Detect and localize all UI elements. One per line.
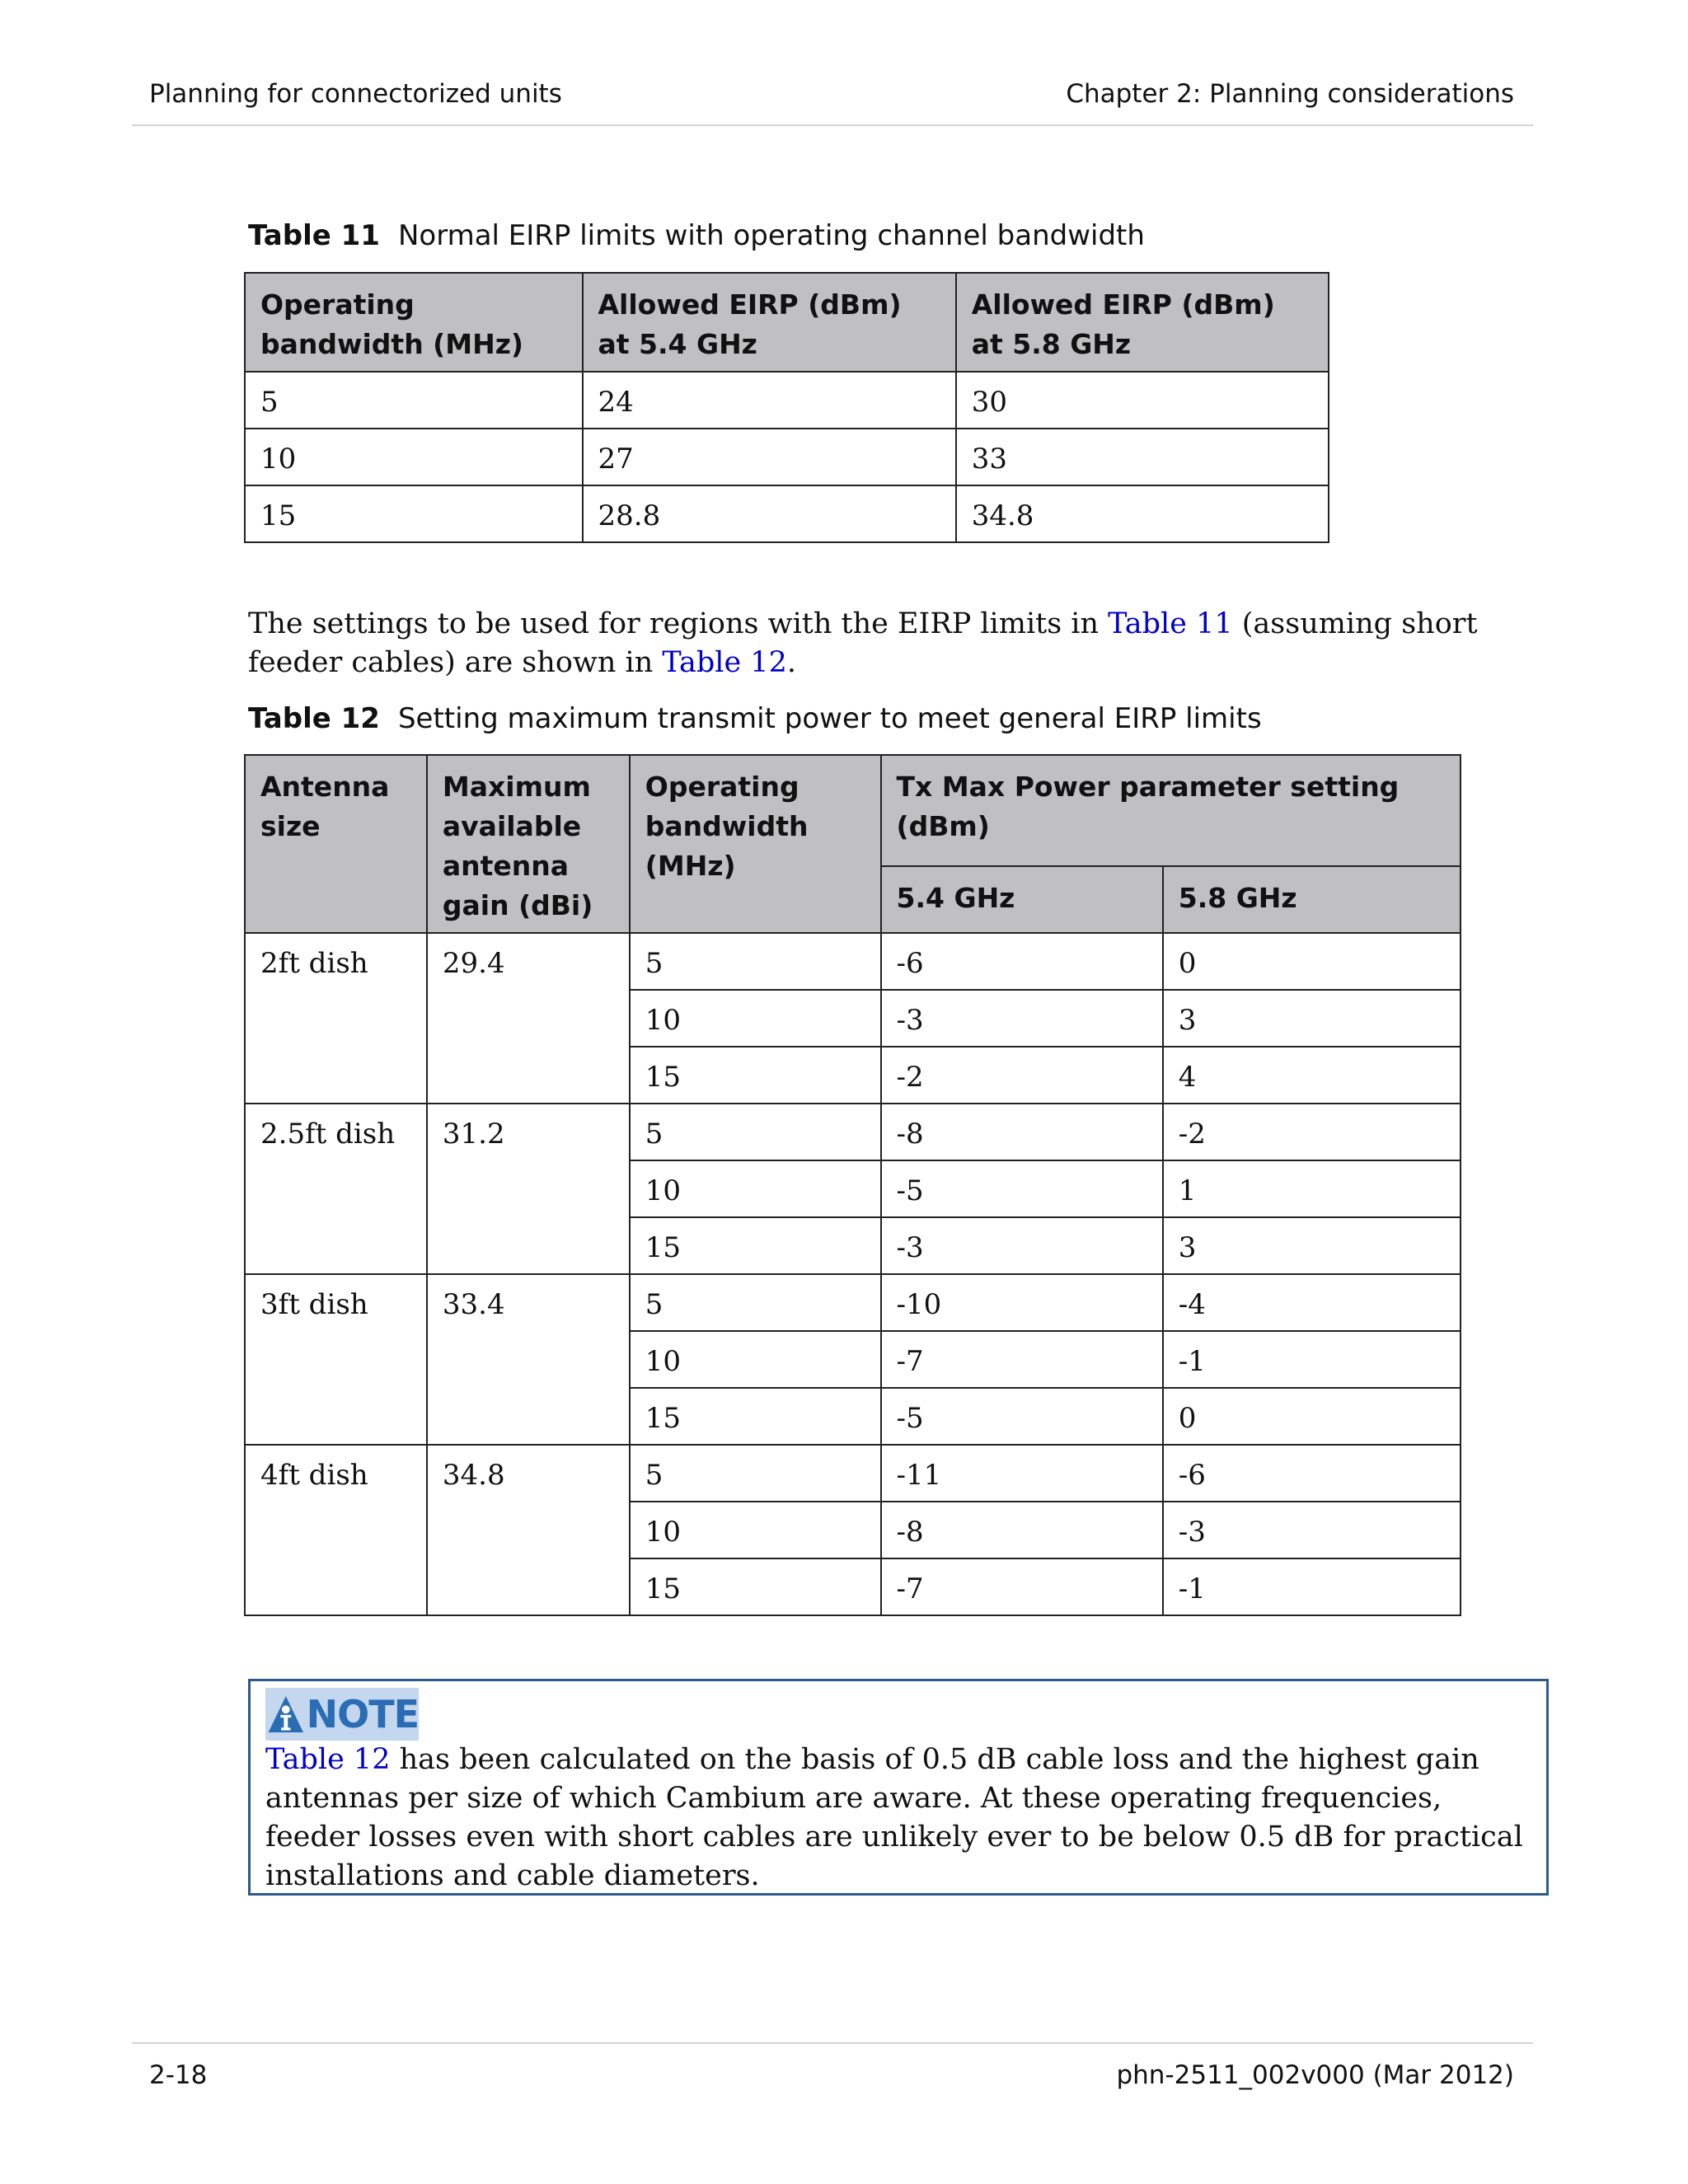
- table-cell: 5: [630, 1274, 881, 1331]
- table-cell: -7: [881, 1558, 1163, 1615]
- table12-subheader-cell: 5.8 GHz: [1163, 866, 1461, 933]
- table-cell: -5: [881, 1160, 1163, 1217]
- table-cell: 3: [1163, 990, 1461, 1047]
- table-cell: 10: [630, 1502, 881, 1558]
- table-cell: -3: [1163, 1502, 1461, 1558]
- table-cell: -10: [881, 1274, 1163, 1331]
- table-cell: 15: [245, 485, 583, 542]
- antenna-size-cell: 2ft dish: [245, 933, 427, 1104]
- table-row: [245, 1274, 1461, 1331]
- table12-link[interactable]: Table 12: [265, 1743, 391, 1776]
- antenna-gain-cell: 29.4: [427, 933, 630, 1104]
- table-row: [245, 485, 1329, 542]
- table-cell: 4: [1163, 1047, 1461, 1104]
- table-cell: 24: [583, 372, 956, 429]
- table-cell: -8: [881, 1502, 1163, 1558]
- antenna-gain-cell: 34.8: [427, 1445, 630, 1615]
- paragraph-text: .: [786, 646, 796, 679]
- table-row: [245, 933, 1461, 990]
- table12-label: Table 12: [248, 702, 380, 735]
- table-cell: -8: [881, 1104, 1163, 1160]
- table-cell: 33: [956, 429, 1329, 485]
- table-cell: -2: [1163, 1104, 1461, 1160]
- table12: [244, 754, 1461, 1616]
- table11-title: Normal EIRP limits with operating channel bandwidth: [397, 219, 1145, 252]
- note-warning-icon: [267, 1690, 305, 1738]
- table12-header-cell: Tx Max Power parameter setting (dBm): [881, 755, 1461, 866]
- note-box: [248, 1679, 1549, 1896]
- table11-header-cell: Allowed EIRP (dBm) at 5.4 GHz: [583, 273, 956, 372]
- table-cell: 15: [630, 1047, 881, 1104]
- table-cell: -2: [881, 1047, 1163, 1104]
- document-id: phn-2511_002v000 (Mar 2012): [1116, 2060, 1514, 2090]
- table-cell: 1: [1163, 1160, 1461, 1217]
- table-cell: -3: [881, 990, 1163, 1047]
- table-cell: 5: [630, 1445, 881, 1502]
- table12-header-cell: Antenna size: [245, 755, 427, 933]
- table-cell: -4: [1163, 1274, 1461, 1331]
- table-row: [245, 1445, 1461, 1502]
- table11-caption: [248, 219, 1145, 252]
- header-rule: [132, 124, 1533, 126]
- table-cell: -1: [1163, 1558, 1461, 1615]
- table-row: [245, 372, 1329, 429]
- table-cell: 10: [630, 990, 881, 1047]
- table-cell: 3: [1163, 1217, 1461, 1274]
- table12-header-cell: Operating bandwidth (MHz): [630, 755, 881, 933]
- table12-header-row: [245, 755, 1461, 866]
- table-cell: -7: [881, 1331, 1163, 1388]
- table11-header-cell: Operating bandwidth (MHz): [245, 273, 583, 372]
- table12-caption: [248, 702, 1262, 735]
- table-cell: 15: [630, 1388, 881, 1445]
- table-cell: 10: [245, 429, 583, 485]
- table-cell: 0: [1163, 1388, 1461, 1445]
- body-paragraph: [248, 605, 1542, 682]
- table-cell: -5: [881, 1388, 1163, 1445]
- antenna-size-cell: 3ft dish: [245, 1274, 427, 1445]
- table-cell: 30: [956, 372, 1329, 429]
- table12-header-cell: Maximum available antenna gain (dBi): [427, 755, 630, 933]
- table11-header-row: [245, 273, 1329, 372]
- table-cell: -11: [881, 1445, 1163, 1502]
- table11-label: Table 11: [248, 219, 380, 252]
- table12-link[interactable]: Table 12: [662, 646, 787, 679]
- table-cell: 15: [630, 1558, 881, 1615]
- table-cell: -6: [1163, 1445, 1461, 1502]
- table11-link[interactable]: Table 11: [1108, 607, 1233, 640]
- table-cell: -3: [881, 1217, 1163, 1274]
- table-cell: 5: [630, 1104, 881, 1160]
- table-cell: 15: [630, 1217, 881, 1274]
- note-badge: [265, 1688, 419, 1741]
- table-cell: 34.8: [956, 485, 1329, 542]
- running-header-left: Planning for connectorized units: [149, 79, 562, 109]
- note-body: has been calculated on the basis of 0.5 dB cable loss and the highest gain antennas per size of which Cambium are aware. At these operating frequencies, feeder losses even with short cables are unlikely ever to be below 0.5 dB for practical installations and cable diameters.: [265, 1743, 1523, 1892]
- table12-title: Setting maximum transmit power to meet general EIRP limits: [397, 702, 1262, 735]
- table11-header-cell: Allowed EIRP (dBm) at 5.8 GHz: [956, 273, 1329, 372]
- antenna-size-cell: 2.5ft dish: [245, 1104, 427, 1274]
- antenna-gain-cell: 33.4: [427, 1274, 630, 1445]
- table-cell: 10: [630, 1160, 881, 1217]
- table-cell: 28.8: [583, 485, 956, 542]
- table-cell: 27: [583, 429, 956, 485]
- table11: [244, 272, 1329, 543]
- footer-rule: [132, 2042, 1533, 2044]
- table12-subheader-cell: 5.4 GHz: [881, 866, 1163, 933]
- paragraph-text: The settings to be used for regions with the EIRP limits in: [248, 607, 1109, 640]
- table-row: [245, 1104, 1461, 1160]
- table-cell: -1: [1163, 1331, 1461, 1388]
- table-cell: 5: [245, 372, 583, 429]
- table-cell: 5: [630, 933, 881, 990]
- note-label: NOTE: [306, 1692, 419, 1736]
- note-text: [265, 1741, 1535, 1896]
- table-cell: 0: [1163, 933, 1461, 990]
- running-header-right: Chapter 2: Planning considerations: [1066, 79, 1514, 109]
- table-cell: 10: [630, 1331, 881, 1388]
- page-number: 2-18: [149, 2060, 208, 2090]
- antenna-gain-cell: 31.2: [427, 1104, 630, 1274]
- table-row: [245, 429, 1329, 485]
- paragraph-text: (assuming short feeder cables) are shown in: [248, 607, 1478, 679]
- antenna-size-cell: 4ft dish: [245, 1445, 427, 1615]
- table-cell: -6: [881, 933, 1163, 990]
